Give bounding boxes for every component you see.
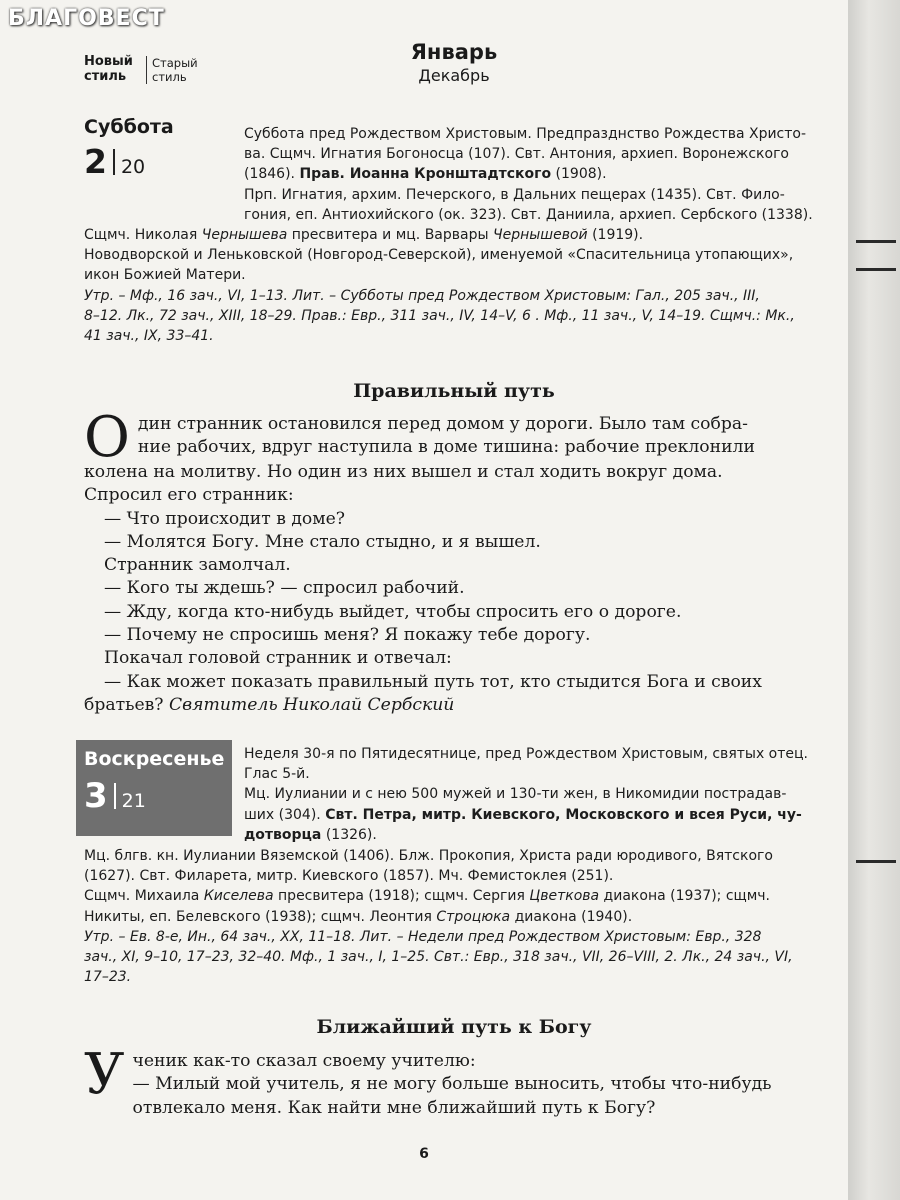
day1-line: гония, еп. Антиохийского (ок. 323). Свт. Даниила, архиеп. Сербского (1338). xyxy=(244,206,813,223)
day2-line: Глас 5-й. xyxy=(244,766,310,783)
day2-line: Мц. Иулиании и с нею 500 мужей и 130-ти жен, в Никомидии пострадав- xyxy=(244,786,787,803)
day2-saints-bottom xyxy=(84,846,822,987)
day1-line: Новодворской и Леньковской (Новгород-Северской), именуемой «Спасительница утопающих», xyxy=(84,247,794,264)
day1-readings: 41 зач., IX, 33–41. xyxy=(84,328,214,345)
day1-readings: 8–12. Лк., 72 зач., XIII, 18–29. Прав.: Евр., 311 зач., IV, 14–V, 6 . Мф., 11 зач., V, 14–19. Сщмч.: Мк., xyxy=(84,307,795,324)
day1-line: Сщмч. Николая Чернышева пресвитера и мц. Варвары Чернышевой (1919). xyxy=(84,227,644,243)
day1-weekday: Суббота xyxy=(84,116,174,138)
month-old-title: Декабрь xyxy=(418,66,490,85)
day2-date-old: 21 xyxy=(121,790,146,812)
story2-line: ченик как-то сказал своему учителю: xyxy=(132,1051,476,1071)
day2-line: Сщмч. Михаила Киселева пресвитера (1918); сщмч. Сергия Цветкова диакона (1937); сщмч. xyxy=(84,888,771,905)
day2-readings: зач., XI, 9–10, 17–23, 32–40. Мф., 1 зач., I, 1–25. Свт.: Евр., 318 зач., VII, 26–VIII, 2. Лк., 24 зач., VI, xyxy=(84,949,793,966)
day2-readings: Утр. – Ев. 8-е, Ин., 64 зач., XX, 11–18. Лит. – Недели пред Рождеством Христовым: Евр., 328 xyxy=(84,928,762,945)
day1-line: Прп. Игнатия, архим. Печерского, в Дальних пещерах (1435). Свт. Фило- xyxy=(244,186,785,203)
day1-saints-bottom xyxy=(84,225,822,346)
story2-title: Ближайший путь к Богу xyxy=(316,1016,592,1038)
day2-readings: 17–23. xyxy=(84,969,132,986)
watermark-logo: БЛАГОВЕСТ xyxy=(8,6,165,31)
day2-line: (1627). Свт. Филарета, митр. Киевского (1857). Мч. Фемистоклея (251). xyxy=(84,868,614,885)
story1-line: — Как может показать правильный путь тот, кто стыдится Бога и своих xyxy=(104,671,762,692)
story1-line: Покачал головой странник и отвечал: xyxy=(104,648,452,669)
story1-title: Правильный путь xyxy=(353,380,555,402)
page-number: 6 xyxy=(419,1146,429,1162)
story1-line: дин странник остановился перед домом у дороги. Было там собра- xyxy=(137,414,748,434)
day1-date-new: 2 xyxy=(84,142,107,181)
day2-line: ших (304). Свт. Петра, митр. Киевского, Московского и всея Руси, чу- xyxy=(244,806,802,823)
story1-line: — Кого ты ждешь? — спросил рабочий. xyxy=(104,578,465,599)
story1-line: — Почему не спросишь меня? Я покажу тебе дорогу. xyxy=(104,625,591,646)
story1-line: братьев? Святитель Николай Сербский xyxy=(84,694,455,715)
day1-line: (1846). Прав. Иоанна Кронштадтского (1908). xyxy=(244,166,607,183)
day2-line: Неделя 30-я по Пятидесятнице, пред Рождеством Христовым, святых отец. xyxy=(244,746,808,762)
story1-author: Святитель Николай Сербский xyxy=(169,694,455,715)
day2-weekday: Воскресенье xyxy=(84,748,225,770)
date-divider xyxy=(113,149,115,175)
day2-saints-top xyxy=(244,744,822,845)
drop-cap: У xyxy=(84,1042,125,1107)
day1-date xyxy=(84,142,145,181)
story1-line: — Молятся Богу. Мне стало стыдно, и я вышел. xyxy=(104,531,541,552)
story1-line: колена на молитву. Но один из них вышел и стал ходить вокруг дома. xyxy=(84,462,723,482)
story1-line: Спросил его странник: xyxy=(84,485,294,506)
day2-date-box xyxy=(76,740,232,836)
drop-cap: О xyxy=(84,405,130,470)
day1-saints-top xyxy=(244,124,820,225)
story1-line: Странник замолчал. xyxy=(104,555,291,576)
day2-date xyxy=(84,776,146,816)
story1-line: — Жду, когда кто-нибудь выйдет, чтобы спросить его о дороге. xyxy=(104,601,682,622)
story1-line: ние рабочих, вдруг наступила в доме тишина: рабочие преклонили xyxy=(137,437,755,458)
story2-line: отвлекало меня. Как найти мне ближайший путь к Богу? xyxy=(132,1097,656,1118)
new-style-label: Новый стиль xyxy=(84,54,133,84)
day1-readings: Утр. – Мф., 16 зач., VI, 1–13. Лит. – Субботы пред Рождеством Христовым: Гал., 205 зач., III, xyxy=(84,287,760,304)
day1-line: ва. Сщмч. Игнатия Богоносца (107). Свт. Антония, архиеп. Воронежского xyxy=(244,146,789,163)
day2-line: дотворца (1326). xyxy=(244,826,377,843)
story2-line: — Милый мой учитель, я не могу больше выносить, чтобы что-нибудь xyxy=(132,1074,772,1095)
story1-line: — Что происходит в доме? xyxy=(104,508,346,529)
day1-line: икон Божией Матери. xyxy=(84,267,246,284)
day2-date-new: 3 xyxy=(84,776,108,816)
day2-line: Никиты, еп. Белевского (1938); сщмч. Леонтия Строцюка диакона (1940). xyxy=(84,908,633,925)
day1-line: Суббота пред Рождеством Христовым. Предпразднство Рождества Христо- xyxy=(244,126,807,142)
month-header xyxy=(0,40,848,85)
day2-line: Мц. блгв. кн. Иулиании Вяземской (1406). Блж. Прокопия, Христа ради юродивого, Вятского xyxy=(84,848,773,864)
month-title: Январь xyxy=(410,40,498,64)
day1-highlight-saint: Прав. Иоанна Кронштадтского xyxy=(299,166,552,183)
story2-body xyxy=(84,1042,820,1120)
date-divider xyxy=(114,783,116,809)
day1-date-old: 20 xyxy=(120,156,146,178)
next-page-edge xyxy=(848,0,900,1200)
story1-body xyxy=(84,405,820,717)
old-style-label: Старый стиль xyxy=(152,56,198,84)
